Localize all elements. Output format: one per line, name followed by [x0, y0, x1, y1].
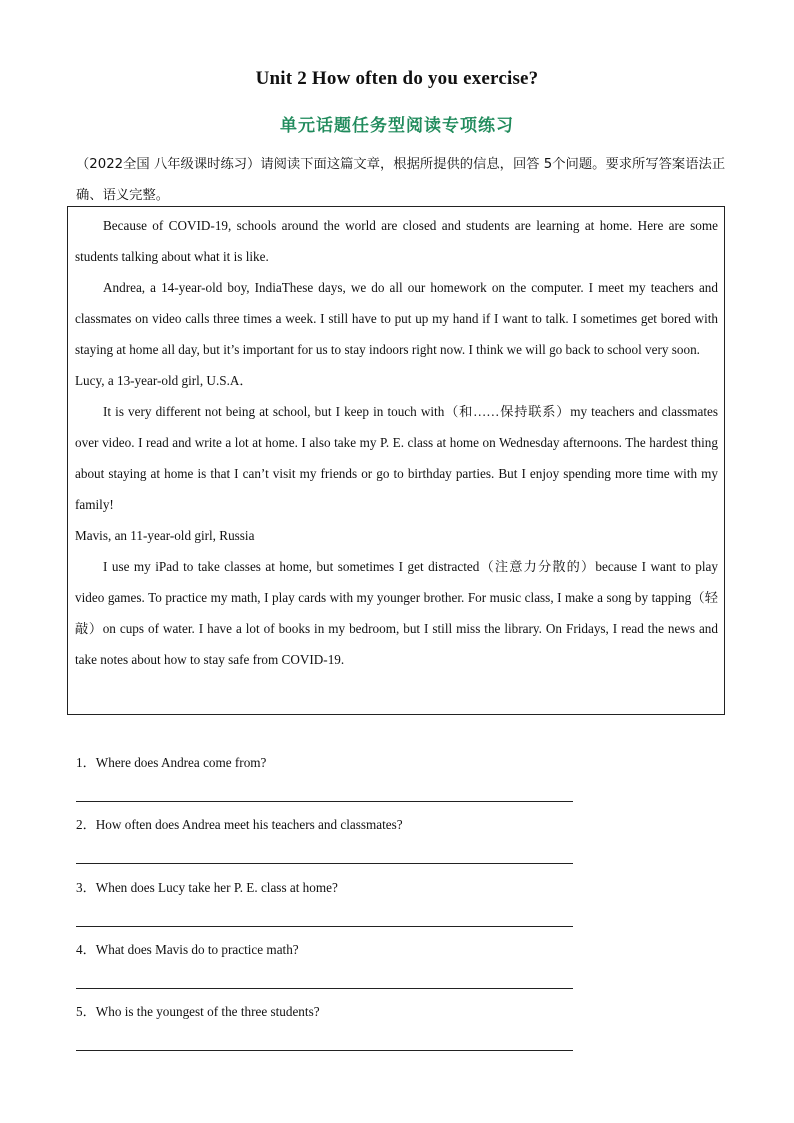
question-item: [76, 875, 576, 937]
question-item: [76, 750, 576, 812]
mavis-header: Mavis, an 11-year-old girl, Russia: [75, 528, 255, 543]
question-item: [76, 937, 576, 999]
question-text: 2．How often does Andrea meet his teachers and classmates?: [76, 817, 403, 833]
passage-andrea: Andrea, a 14-year-old boy, IndiaThese days, we do all our homework on the computer. I meet my teachers and classmates on video calls three times a week. I still have to put up my hand if I want to talk. I sometimes get bored with staying at home all day, but it’s important for us to stay indoors right now. I think we will go back to school very soon.: [75, 280, 718, 357]
answer-line[interactable]: [76, 988, 573, 989]
answer-line[interactable]: [76, 926, 573, 927]
passage-lucy: It is very different not being at school, but I keep in touch with（和……保持联系）my teachers and classmates over video. I read and write a lot at home. I also take my P. E. class at home on Wednesday afternoons. The hardest thing about staying at home is that I can’t visit my friends or go to birthday parties. But I enjoy spending more time with my family!: [75, 404, 718, 512]
instructions: （2022全国 八年级课时练习）请阅读下面这篇文章，根据所提供的信息，回答 5个问题。要求所写答案语法正确、语义完整。: [76, 157, 726, 203]
page-title: Unit 2 How often do you exercise?: [255, 68, 539, 89]
answer-line[interactable]: [76, 863, 573, 864]
question-text: 3．When does Lucy take her P. E. class at home?: [76, 879, 338, 895]
reading-passage: [75, 210, 718, 675]
answer-line[interactable]: [76, 1050, 573, 1051]
question-text: 1．Where does Andrea come from?: [76, 755, 267, 770]
question-list: [76, 750, 576, 1061]
question-text: 4．What does Mavis do to practice math?: [76, 941, 299, 957]
passage-intro: Because of COVID-19, schools around the world are closed and students are learning at home. Here are some students talking about what it is like.: [75, 218, 718, 264]
answer-line[interactable]: [76, 801, 573, 802]
lucy-header: Lucy, a 13-year-old girl, U.S.A．: [75, 373, 253, 388]
question-item: [76, 812, 576, 874]
passage-mavis: I use my iPad to take classes at home, but sometimes I get distracted（注意力分散的）because I want to play video games. To practice my math, I play cards with my younger brother. For music class, I make a song by tapping（轻敲）on cups of water. I have a lot of books in my bedroom, but I still miss the library. On Fridays, I read the news and take notes about how to stay safe from COVID-19.: [75, 559, 718, 667]
question-item: [76, 999, 576, 1061]
page-subtitle: 单元话题任务型阅读专项练习: [280, 116, 514, 136]
question-text: 5．Who is the youngest of the three students?: [76, 1004, 320, 1020]
